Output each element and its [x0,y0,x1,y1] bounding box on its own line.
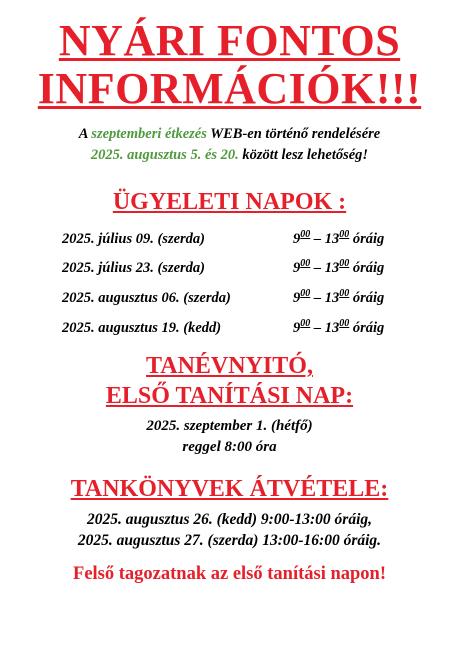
duty-time: $9^{00} - 13^{00}$ óráig [293,318,385,336]
duty-days-heading: ÜGYELETI NAPOK : [112,189,347,215]
school-start-date: 2025. szeptember 1. (hétfő) [146,418,313,434]
duty-row [0,228,459,250]
page-title-line1: NYÁRI FONTOS [58,16,401,65]
page-title-line2: INFORMÁCIÓK!!! [37,64,422,113]
upper-grade-notice: Felső tagozatnak az első tanítási napon! [73,564,386,584]
duty-date: 2025. július 09. (szerda) [62,231,206,247]
duty-date: 2025. augusztus 19. (kedd) [62,320,222,336]
intro-meal-highlight: szeptemberi étkezés [91,126,207,142]
textbooks-heading: TANKÖNYVEK ÁTVÉTELE: [70,476,389,502]
school-start-heading-line1: TANÉVNYITÓ, [146,353,313,379]
school-start-heading-line2: ELSŐ TANÍTÁSI NAP: [105,383,354,409]
intro-line1 [0,124,459,145]
intro-line2-suffix: között lesz lehetőség! [238,147,369,163]
duty-time: $9^{00} - 13^{00}$ óráig [293,258,385,276]
duty-row [0,257,459,279]
duty-row [0,317,459,339]
intro-line1-prefix: A [78,126,92,142]
duty-row [0,287,459,309]
intro-line1-suffix: WEB-en történő rendelésére [206,126,381,142]
intro-line2 [0,145,459,166]
school-start-time: reggel 8:00 óra [182,439,277,455]
duty-date: 2025. július 23. (szerda) [62,260,206,276]
textbooks-line2: 2025. augusztus 27. (szerda) 13:00-16:00 óráig. [77,532,382,549]
duty-date: 2025. augusztus 06. (szerda) [62,290,231,306]
intro-date-highlight: 2025. augusztus 5. és 20. [90,147,239,163]
duty-time: $9^{00} - 13^{00}$ óráig [293,288,385,306]
duty-time: $9^{00} - 13^{00}$ óráig [293,229,385,247]
textbooks-line1: 2025. augusztus 26. (kedd) 9:00-13:00 óráig, [86,511,373,528]
